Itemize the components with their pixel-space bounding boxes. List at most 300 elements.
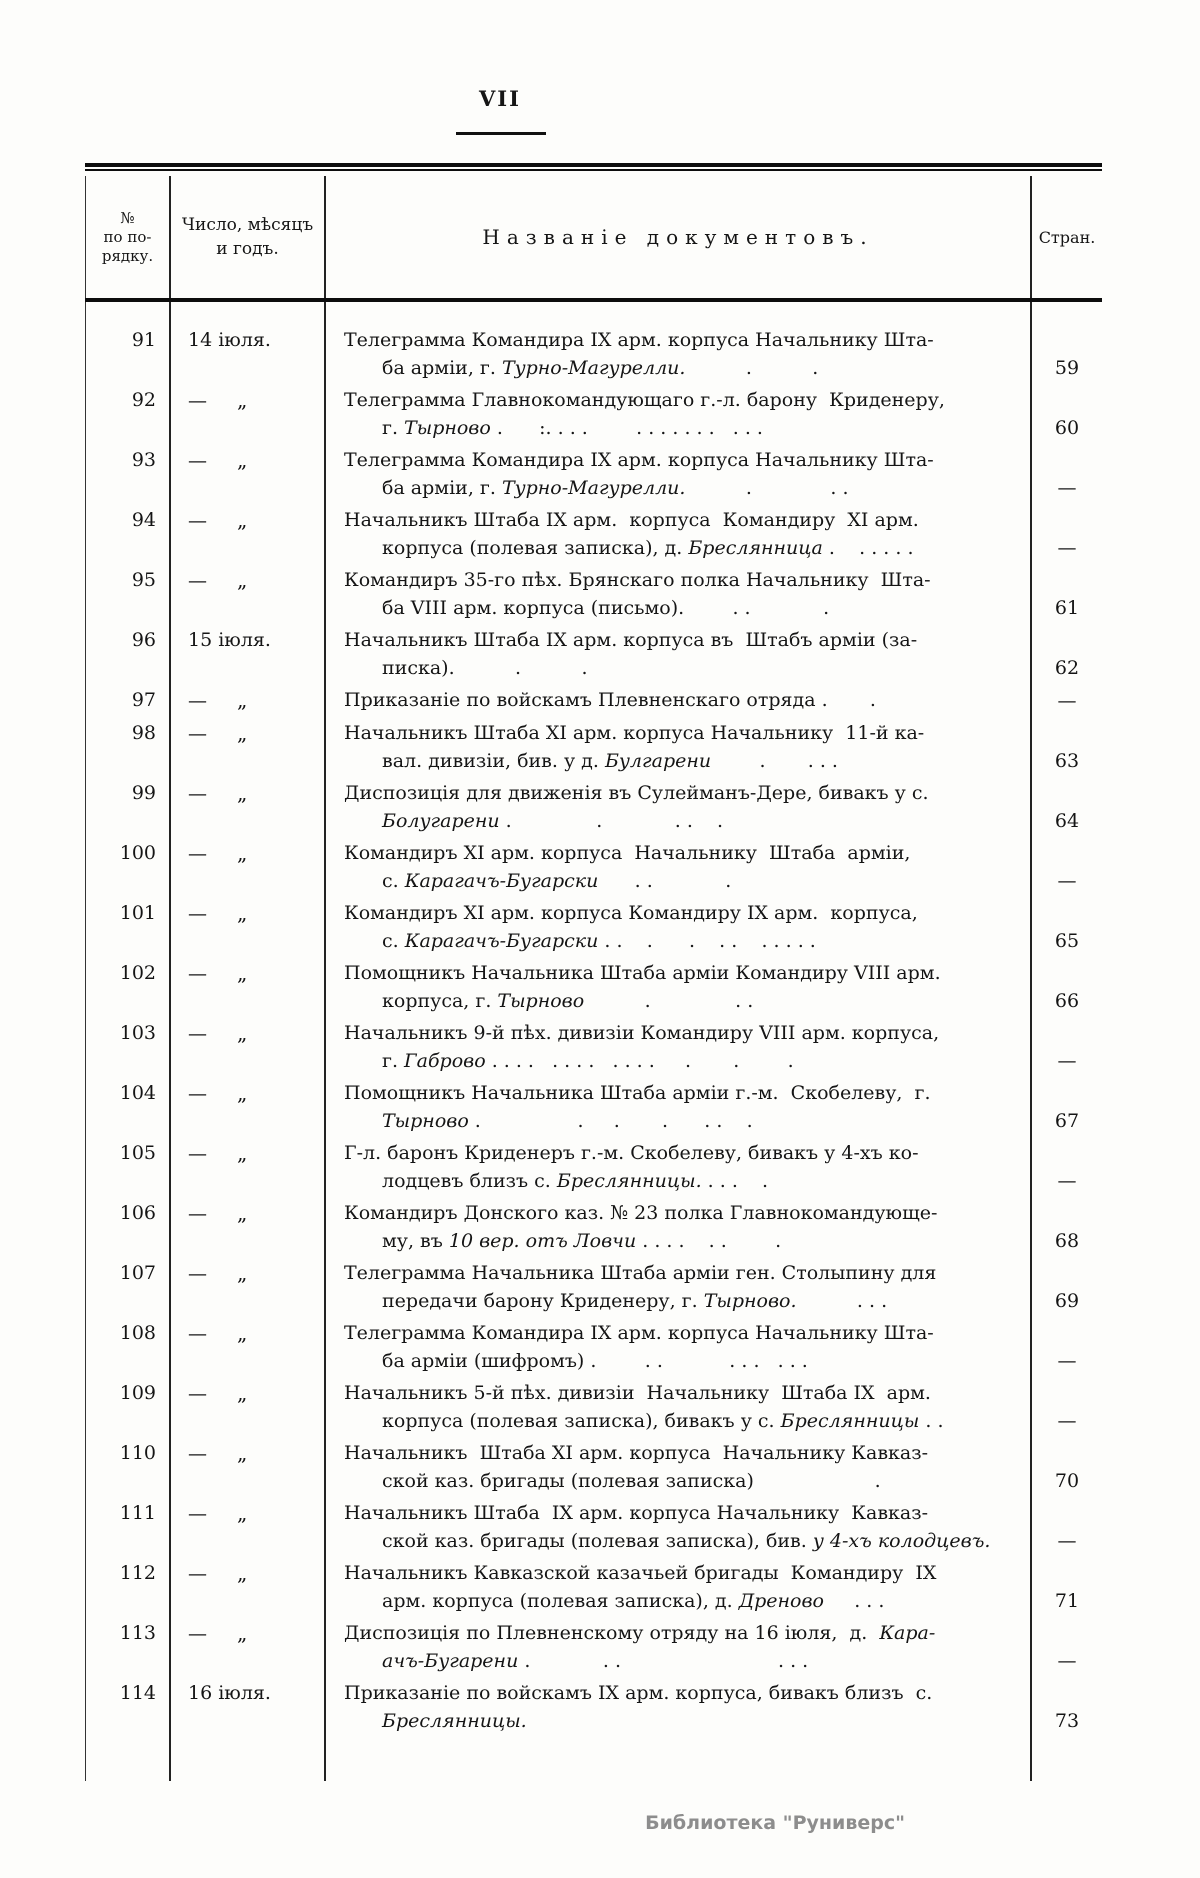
entry-text: Начальникъ Штаба XI арм. корпуса Начальнику 11-й ка-	[344, 722, 925, 744]
library-watermark: Библиотека "Руниверс"	[645, 1812, 905, 1834]
entry-text: корпуса (полевая записка), бивакъ у с.	[382, 1410, 781, 1432]
entry-text: корпуса, г.	[382, 990, 498, 1012]
ditto-mark: „	[237, 1141, 248, 1165]
entry-text: . . .	[796, 1290, 888, 1312]
entry-text: . . . . . .	[822, 537, 914, 559]
header-number-line3: рядку.	[101, 246, 154, 265]
row-number: 94	[85, 506, 171, 566]
ditto-dash: —	[188, 510, 207, 532]
ditto-mark: „	[237, 961, 248, 985]
entry-text: лодцевъ близъ с.	[382, 1170, 557, 1192]
ditto-dash: —	[188, 1263, 207, 1285]
row-title-line2	[326, 594, 1030, 622]
row-title-line1	[326, 1139, 1030, 1167]
row-number: 114	[85, 1679, 171, 1739]
ditto-dash: —	[188, 1083, 207, 1105]
row-title	[326, 1319, 1032, 1379]
table-row	[85, 1139, 1102, 1199]
row-date	[171, 1319, 326, 1379]
header-date-line1: Число, мѣсяцъ	[181, 215, 314, 235]
place-name-italic: Булгарени	[604, 750, 712, 772]
entry-text: вал. дивизіи, бив. у д.	[382, 750, 605, 772]
row-title	[326, 1499, 1032, 1559]
table-row	[85, 386, 1102, 446]
ditto-mark: „	[237, 1561, 248, 1585]
row-title	[326, 899, 1032, 959]
row-title	[326, 959, 1032, 1019]
row-number: 113	[85, 1619, 171, 1679]
row-date	[171, 1559, 326, 1619]
ditto-mark: „	[237, 568, 248, 592]
row-date	[171, 899, 326, 959]
row-number: 100	[85, 839, 171, 899]
row-title	[326, 386, 1032, 446]
row-number: 99	[85, 779, 171, 839]
row-title-line2	[326, 1047, 1030, 1075]
table-row	[85, 506, 1102, 566]
table-row	[85, 686, 1102, 719]
row-number: 106	[85, 1199, 171, 1259]
entry-text: писка). . .	[382, 657, 588, 679]
table-row	[85, 302, 1102, 386]
row-title-line1	[326, 899, 1030, 927]
row-number: 108	[85, 1319, 171, 1379]
entry-text: Начальникъ 9-й пѣх. дивизіи Командиру VIII арм. корпуса,	[344, 1022, 940, 1044]
ditto-mark: „	[237, 841, 248, 865]
row-title-line2	[326, 474, 1030, 502]
row-number: 112	[85, 1559, 171, 1619]
table-header-row	[85, 176, 1102, 302]
row-page: 69	[1054, 1290, 1080, 1312]
row-page: —	[1057, 1050, 1077, 1072]
entry-text: . . . . . . . . . . . . . . .	[485, 1050, 794, 1072]
place-name-italic: Тырново.	[703, 1290, 797, 1312]
ditto-mark: „	[237, 1081, 248, 1105]
row-number: 96	[85, 626, 171, 686]
ditto-mark: „	[237, 448, 248, 472]
row-title-line1	[326, 1259, 1030, 1287]
ditto-mark: „	[237, 781, 248, 805]
ditto-mark: „	[237, 1381, 248, 1405]
row-date	[171, 1619, 326, 1679]
row-number: 91	[85, 302, 171, 386]
entry-text: Приказаніе по войскамъ IX арм. корпуса, бивакъ близъ с.	[344, 1682, 933, 1704]
spacer-cell	[171, 1739, 326, 1781]
row-page: 64	[1054, 810, 1080, 832]
entry-text: Командиръ 35-го пѣх. Брянскаго полка Начальнику Шта-	[344, 569, 931, 591]
table-row	[85, 1259, 1102, 1319]
entry-text: . . . .	[711, 750, 838, 772]
row-title-line2	[326, 1647, 1030, 1675]
ditto-dash: —	[188, 783, 207, 805]
entry-text: Помощникъ Начальника Штаба арміи Командиру VIII арм.	[344, 962, 941, 984]
row-number: 105	[85, 1139, 171, 1199]
table-row	[85, 1559, 1102, 1619]
row-title-line2	[326, 1587, 1030, 1615]
row-page: —	[1057, 870, 1077, 892]
table-row	[85, 959, 1102, 1019]
row-title	[326, 1679, 1032, 1739]
row-title	[326, 1199, 1032, 1259]
entry-text: . . . . . . .	[468, 1110, 753, 1132]
row-title	[326, 839, 1032, 899]
row-title-line1	[326, 686, 1030, 714]
row-page: 70	[1054, 1470, 1080, 1492]
table-bottom-spacer	[85, 1739, 1102, 1781]
row-title	[326, 1559, 1032, 1619]
place-name-italic: Турно-Магурелли.	[501, 477, 686, 499]
row-title-line1	[326, 1439, 1030, 1467]
entry-text: Телеграмма Командира IX арм. корпуса Начальнику Шта-	[344, 1322, 934, 1344]
row-title-line1	[326, 326, 1030, 354]
entry-text: Г-л. баронъ Криденеръ г.-м. Скобелеву, бивакъ у 4-хъ ко-	[344, 1142, 919, 1164]
row-title	[326, 1259, 1032, 1319]
row-title	[326, 1019, 1032, 1079]
row-date	[171, 1199, 326, 1259]
entry-text: ба арміи, г.	[382, 357, 502, 379]
ditto-dash: —	[188, 690, 207, 712]
entry-text: . . . .	[701, 1170, 769, 1192]
row-title	[326, 566, 1032, 626]
row-date	[171, 839, 326, 899]
row-title-line2	[326, 654, 1030, 682]
row-title-line1	[326, 1319, 1030, 1347]
place-name-italic: Бреслянницы.	[556, 1170, 702, 1192]
row-title-line2	[326, 1347, 1030, 1375]
table-row	[85, 1379, 1102, 1439]
row-date: 14 іюля.	[171, 302, 326, 386]
table-row	[85, 1439, 1102, 1499]
entry-text: корпуса (полевая записка), д.	[382, 537, 689, 559]
ditto-dash: —	[188, 1143, 207, 1165]
entry-text: . .	[685, 357, 819, 379]
row-title	[326, 1439, 1032, 1499]
row-page: —	[1057, 1350, 1077, 1372]
header-date-column	[171, 176, 326, 298]
row-date	[171, 1259, 326, 1319]
row-date	[171, 1139, 326, 1199]
entry-text: . .	[919, 1410, 944, 1432]
entry-text: . . . . . . . . . . .	[598, 930, 816, 952]
row-title-line1	[326, 1199, 1030, 1227]
row-number: 93	[85, 446, 171, 506]
row-page: 62	[1054, 657, 1080, 679]
entry-text: Начальникъ Штаба XI арм. корпуса Начальнику Кавказ-	[344, 1442, 929, 1464]
row-date	[171, 566, 326, 626]
table-row	[85, 1619, 1102, 1679]
row-title-line1	[326, 1679, 1030, 1707]
place-name-italic: Болугарени	[382, 810, 500, 832]
ditto-mark: „	[237, 901, 248, 925]
row-title-line2	[326, 1527, 1030, 1555]
row-title	[326, 302, 1032, 386]
entry-text: с.	[382, 930, 405, 952]
ditto-mark: „	[237, 1321, 248, 1345]
row-title	[326, 1139, 1032, 1199]
place-name-italic: Дреново	[738, 1590, 824, 1612]
entry-text: . . . . . .	[518, 1650, 809, 1672]
ditto-dash: —	[188, 1503, 207, 1525]
entry-text: . . .	[584, 990, 754, 1012]
row-page: —	[1057, 1170, 1077, 1192]
entry-text: . :. . . . . . . . . . . . . .	[490, 417, 763, 439]
header-page-column: Стран.	[1038, 227, 1096, 247]
header-number-line1: №	[120, 208, 135, 227]
entry-text: ба арміи, г.	[382, 477, 502, 499]
ditto-dash: —	[188, 1563, 207, 1585]
table-body	[85, 302, 1102, 1781]
row-date: 15 іюля.	[171, 626, 326, 686]
table-top-border	[85, 163, 1102, 176]
row-date	[171, 779, 326, 839]
table-row	[85, 626, 1102, 686]
ditto-dash: —	[188, 1383, 207, 1405]
row-date: 16 іюля.	[171, 1679, 326, 1739]
ditto-dash: —	[188, 963, 207, 985]
row-page: 73	[1054, 1710, 1080, 1732]
table-row	[85, 779, 1102, 839]
row-date	[171, 1019, 326, 1079]
entry-text: ской каз. бригады (полевая записка), бив.	[382, 1530, 813, 1552]
row-number: 101	[85, 899, 171, 959]
entry-text: арм. корпуса (полевая записка), д.	[382, 1590, 739, 1612]
entry-text: Начальникъ Штаба IX арм. корпуса Начальнику Кавказ-	[344, 1502, 929, 1524]
row-date	[171, 719, 326, 779]
spacer-cell	[326, 1739, 1032, 1781]
row-title-line1	[326, 1619, 1030, 1647]
place-name-italic: Тырново	[497, 990, 585, 1012]
row-page: 61	[1054, 597, 1080, 619]
entry-text: г.	[382, 417, 405, 439]
row-date	[171, 959, 326, 1019]
row-title-line2	[326, 1707, 1030, 1735]
place-name-italic: ачъ-Бугарени	[382, 1650, 519, 1672]
row-title	[326, 779, 1032, 839]
row-page: —	[1057, 1530, 1077, 1552]
ditto-mark: „	[237, 1441, 248, 1465]
folio-underline	[456, 132, 546, 135]
ditto-mark: „	[237, 1021, 248, 1045]
place-name-italic: Кара-	[879, 1622, 936, 1644]
row-title-line2	[326, 807, 1030, 835]
entry-text: Телеграмма Начальника Штаба арміи ген. Столыпину для	[344, 1262, 937, 1284]
entry-text: Помощникъ Начальника Штаба арміи г.-м. Скобелеву, г.	[344, 1082, 931, 1104]
table-row	[85, 839, 1102, 899]
row-title	[326, 626, 1032, 686]
ditto-dash: —	[188, 1443, 207, 1465]
ditto-dash: —	[188, 1023, 207, 1045]
entry-text: . . .	[824, 1590, 885, 1612]
row-title-line1	[326, 1079, 1030, 1107]
row-date	[171, 1499, 326, 1559]
ditto-mark: „	[237, 1501, 248, 1525]
row-title-line2	[326, 747, 1030, 775]
entry-text: . . .	[685, 477, 849, 499]
row-title-line1	[326, 959, 1030, 987]
place-name-italic: Тырново	[382, 1110, 469, 1132]
entry-text: передачи барону Криденеру, г.	[382, 1290, 704, 1312]
entry-text: . . .	[598, 870, 732, 892]
row-date	[171, 506, 326, 566]
spacer-cell	[1032, 1739, 1102, 1781]
row-title-line1	[326, 779, 1030, 807]
header-title-column: Названіе документовъ.	[326, 176, 1032, 298]
row-title-line1	[326, 566, 1030, 594]
table-row	[85, 1079, 1102, 1139]
row-number: 98	[85, 719, 171, 779]
place-name-italic: Турно-Магурелли.	[501, 357, 686, 379]
row-date	[171, 686, 326, 719]
table-row	[85, 446, 1102, 506]
row-title-line1	[326, 1559, 1030, 1587]
ditto-dash: —	[188, 390, 207, 412]
row-title-line1	[326, 1019, 1030, 1047]
row-number: 107	[85, 1259, 171, 1319]
ditto-mark: „	[237, 1621, 248, 1645]
ditto-mark: „	[237, 1201, 248, 1225]
row-number: 103	[85, 1019, 171, 1079]
row-page: 66	[1054, 990, 1080, 1012]
spacer-cell	[85, 1739, 171, 1781]
entry-text: Командиръ Донского каз. № 23 полка Главнокомандующе-	[344, 1202, 938, 1224]
row-title-line1	[326, 839, 1030, 867]
row-title-line2	[326, 354, 1030, 382]
row-page: —	[1057, 477, 1077, 499]
row-number: 109	[85, 1379, 171, 1439]
row-date	[171, 1379, 326, 1439]
entry-text: с.	[382, 870, 405, 892]
place-name-italic: Бреслянницы	[780, 1410, 920, 1432]
entry-text: Приказаніе по войскамъ Плевненскаго отряда . .	[344, 689, 876, 711]
ditto-dash: —	[188, 450, 207, 472]
row-title-line2	[326, 1167, 1030, 1195]
entry-text: . . . . .	[499, 810, 724, 832]
entry-text: г.	[382, 1050, 405, 1072]
row-title-line2	[326, 1287, 1030, 1315]
entry-text: Начальникъ Штаба IX арм. корпуса въ Штабъ арміи (за-	[344, 629, 918, 651]
row-title	[326, 1079, 1032, 1139]
row-title	[326, 506, 1032, 566]
table-row	[85, 719, 1102, 779]
row-page: —	[1057, 537, 1077, 559]
row-date	[171, 1439, 326, 1499]
row-title-line2	[326, 867, 1030, 895]
row-title-line2	[326, 1227, 1030, 1255]
row-title	[326, 719, 1032, 779]
ditto-dash: —	[188, 843, 207, 865]
place-name-italic: Бреслянница	[688, 537, 823, 559]
entry-text: Начальникъ 5-й пѣх. дивизіи Начальнику Штаба IX арм.	[344, 1382, 931, 1404]
place-name-italic: Карагачъ-Бугарски	[404, 870, 599, 892]
place-name-italic: у 4-хъ колодцевъ.	[812, 1530, 991, 1552]
row-number: 111	[85, 1499, 171, 1559]
row-page: 59	[1054, 357, 1080, 379]
ditto-mark: „	[237, 688, 248, 712]
table-row	[85, 566, 1102, 626]
entry-text: Телеграмма Командира IX арм. корпуса Начальнику Шта-	[344, 449, 934, 471]
row-title-line1	[326, 719, 1030, 747]
contents-table	[85, 163, 1102, 1781]
row-page: 67	[1054, 1110, 1080, 1132]
row-page: —	[1057, 690, 1077, 712]
place-name-italic: 10 вер. отъ Ловчи	[448, 1230, 637, 1252]
header-number-column	[85, 176, 171, 298]
page-number: VII	[479, 86, 521, 111]
ditto-mark: „	[237, 508, 248, 532]
row-number: 104	[85, 1079, 171, 1139]
table-row	[85, 1319, 1102, 1379]
table-row	[85, 1199, 1102, 1259]
ditto-mark: „	[237, 721, 248, 745]
entry-text: Телеграмма Главнокомандующаго г.-л. барону Криденеру,	[344, 389, 945, 411]
row-page: —	[1057, 1410, 1077, 1432]
row-page: —	[1057, 1650, 1077, 1672]
row-number: 110	[85, 1439, 171, 1499]
place-name-italic: Тырново	[404, 417, 491, 439]
header-number-line2: по по-	[103, 227, 152, 246]
row-title-line2	[326, 1467, 1030, 1495]
row-title-line2	[326, 534, 1030, 562]
row-title-line2	[326, 987, 1030, 1015]
row-page: 71	[1054, 1590, 1080, 1612]
place-name-italic: Габрово	[404, 1050, 486, 1072]
entry-text: Диспозиція для движенія въ Сулейманъ-Дере, бивакъ у с.	[344, 782, 929, 804]
row-page: 60	[1054, 417, 1080, 439]
row-title-line2	[326, 414, 1030, 442]
row-title-line1	[326, 446, 1030, 474]
ditto-mark: „	[237, 388, 248, 412]
entry-text: . . . . . . .	[636, 1230, 782, 1252]
entry-text: ба арміи (шифромъ) . . . . . . . . .	[382, 1350, 808, 1372]
ditto-dash: —	[188, 903, 207, 925]
row-title-line1	[326, 506, 1030, 534]
ditto-dash: —	[188, 1203, 207, 1225]
row-title-line1	[326, 1499, 1030, 1527]
row-title	[326, 1379, 1032, 1439]
row-number: 92	[85, 386, 171, 446]
row-page: 65	[1054, 930, 1080, 952]
row-title-line2	[326, 1107, 1030, 1135]
row-page: 63	[1054, 750, 1080, 772]
row-title	[326, 1619, 1032, 1679]
place-name-italic: Бреслянницы.	[382, 1710, 527, 1732]
table-row	[85, 899, 1102, 959]
entry-text: ба VIII арм. корпуса (письмо). . . .	[382, 597, 830, 619]
row-number: 97	[85, 686, 171, 719]
row-title-line1	[326, 1379, 1030, 1407]
entry-text: Телеграмма Командира IX арм. корпуса Начальнику Шта-	[344, 329, 934, 351]
table-row	[85, 1019, 1102, 1079]
row-title-line2	[326, 927, 1030, 955]
header-date-line2: и годъ.	[216, 239, 279, 259]
entry-text: Командиръ XI арм. корпуса Командиру IX арм. корпуса,	[344, 902, 918, 924]
row-title	[326, 686, 1032, 719]
entry-text: Диспозиція по Плевненскому отряду на 16 іюля, д.	[344, 1622, 880, 1644]
ditto-dash: —	[188, 570, 207, 592]
ditto-mark: „	[237, 1261, 248, 1285]
entry-text: Начальникъ Кавказской казачьей бригады Командиру IX	[344, 1562, 937, 1584]
entry-text: Начальникъ Штаба IX арм. корпуса Командиру XI арм.	[344, 509, 919, 531]
row-date	[171, 1079, 326, 1139]
row-date	[171, 386, 326, 446]
table-row	[85, 1679, 1102, 1739]
entry-text: ской каз. бригады (полевая записка) .	[382, 1470, 881, 1492]
ditto-dash: —	[188, 723, 207, 745]
entry-text: му, въ	[382, 1230, 449, 1252]
row-date	[171, 446, 326, 506]
ditto-dash: —	[188, 1623, 207, 1645]
row-title-line1	[326, 386, 1030, 414]
